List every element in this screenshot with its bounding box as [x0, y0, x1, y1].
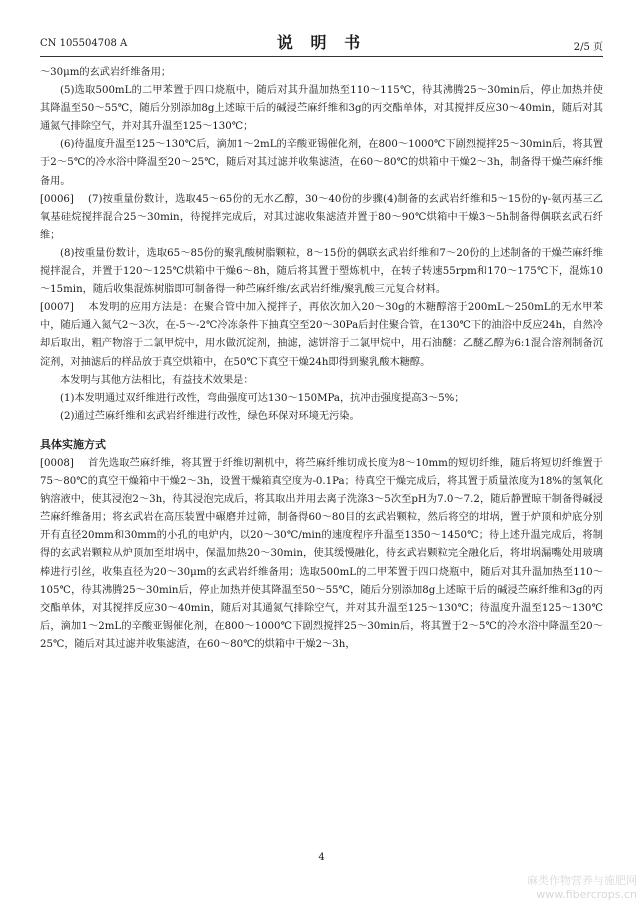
- page-header: [40, 18, 603, 58]
- page-number: 4: [318, 852, 325, 863]
- paragraph-number: [0008]: [40, 457, 74, 469]
- section-title: 具体实施方式: [40, 437, 106, 451]
- paragraph-0006: [0006] (7)按重量份数计，选取45～65份的无水乙醇，30～40份的步骤(4)制备的玄武岩纤维和5～15份的γ-氨丙基三乙氧基硅烷搅拌混合25～30min，待搅拌完成后，对其过滤收集滤渣并置于80～90℃烘箱中干燥3～5h制备得偶联玄武石纤维；: [40, 191, 603, 245]
- paragraph-step-6: (6)待温度升温至125～130℃后，滴加1～2mL的辛酸亚锡催化剂，在800～1000℃下剧烈搅拌25～30min后，将其置于2～5℃的冷水浴中降温至20～25℃，随后对其过滤并收集滤渣，在60～80℃的烘箱中干燥2～3h，制备得干燥苎麻纤维备用。: [40, 139, 603, 187]
- paragraph-step-5: (5)选取500mL的二甲苯置于四口烧瓶中，随后对其升温加热至110～115℃，待其沸腾25～30min后，停止加热并使其降温至50～55℃，随后分别添加8g上述晾干后的碱浸苎麻纤维和3g的丙交酯单体，对其搅拌反应30～40min，随后对其通氮气排除空气，并对其升温至125～130℃；: [40, 85, 603, 133]
- paragraph-number: [0007]: [40, 302, 74, 314]
- paragraph-continuation: ～30μm的玄武岩纤维备用；: [40, 67, 172, 78]
- document-body: [40, 64, 603, 654]
- paragraph-step-8: (8)按重量份数计，选取65～85份的聚乳酸树脂颗粒，8～15份的偶联玄武岩纤维和7～20份的上述制备的干燥苎麻纤维搅拌混合，并置于120～125℃烘箱中干燥6～8h，随后将其置于塑炼机中，在转子转速55rpm和170～175℃下，混炼10～15min，随后收集混炼树脂即可制备得一种苎麻纤维/玄武岩纤维/聚乳酸三元复合材料。: [40, 247, 603, 296]
- paragraph-number: [0006]: [40, 193, 74, 205]
- watermark: [527, 874, 637, 902]
- paragraph-benefit-1: (1)本发明通过双纤维进行改性，弯曲强度可达130～150MPa，抗冲击强度提高3～5%；: [60, 392, 465, 404]
- patent-number: CN 105504708 A: [40, 38, 128, 49]
- page-label: 2/5 页: [573, 42, 603, 53]
- header-rule: [40, 56, 603, 57]
- paragraph-0008: [0008] 首先选取苎麻纤维，将其置于纤维切割机中，将苎麻纤维切成长度为8～10mm的短切纤维，随后将短切纤维置于75～80℃的真空干燥箱中干燥2～3h，设置干燥箱真空度为-0.1Pa；待真空干燥完成后，将其置于质量浓度为18%的氢氧化钠溶液中，使其浸泡2～3h，待其浸泡完成后，将其取出并用去离子洗涤3～5次至pH为7.0～7.2，随后静置晾干制备得碱浸苎麻纤维备用；将玄武岩在高压装置中碾磨并过筛，制备得60～80目的玄武岩颗粒，然后将空的坩埚，置于炉顶和炉底分别开有直径20mm和30mm的小孔的电炉内，以20～30℃/min的速度程序升温至1350～1450℃；待上述升温完成后，将制得的玄武岩颗粒从炉顶加至坩埚中，保温加热20～30min，使其缓慢融化，待玄武岩颗粒完全融化后，将坩埚漏嘴处用玻璃棒进行引丝，收集直径为20～30μm的玄武岩纤维备用；选取500mL的二甲苯置于四口烧瓶中，随后对其升温加热至110～105℃，待其沸腾25～30min后，停止加热并使其降温至50～55℃，随后分别添加8g上述晾干后的碱浸苎麻纤维和3g的丙交酯单体，对其搅拌反应30～40min，随后对其通氮气排除空气，并对其升温至125～130℃；待温度升温至125～130℃后，滴加1～2mL的辛酸亚锡催化剂，在800～1000℃下剧烈搅拌25～30min后，将其置于2～5℃的冷水浴中降温至20～25℃，随后对其过滤并收集滤渣，在60～80℃的烘箱中干燥2～3h，: [40, 455, 603, 654]
- paragraph-benefits-intro: 本发明与其他方法相比，有益技术效果是：: [60, 374, 254, 386]
- watermark-site-name: 麻类作物营养与施肥网: [527, 874, 637, 887]
- document-title: 说 明 书: [276, 33, 367, 52]
- paragraph-benefit-2: (2)通过苎麻纤维和玄武岩纤维进行改性，绿色环保对环境无污染。: [60, 410, 360, 422]
- watermark-url: www.fibercrops.cn: [536, 888, 637, 901]
- paragraph-0007: [0007] 本发明的应用方法是：在聚合管中加入搅拌子，再依次加入20～30g的木糖醇溶于200mL～250mL的无水甲苯中，随后通入氮气2～3次，在-5～-2℃冷冻条件下抽真空至20～30Pa后封住聚合管，在130℃下的油浴中反应24h，自然冷却后取出，粗产物溶于二氯甲烷中，用水做沉淀剂，抽滤，滤饼溶于二氯甲烷中，用石油醚：乙醚乙醇为6:1混合溶剂制备沉淀剂，对抽滤后的样品放于真空烘箱中，在50℃下真空干燥24h即得到聚乳酸木糖醇。: [40, 299, 603, 371]
